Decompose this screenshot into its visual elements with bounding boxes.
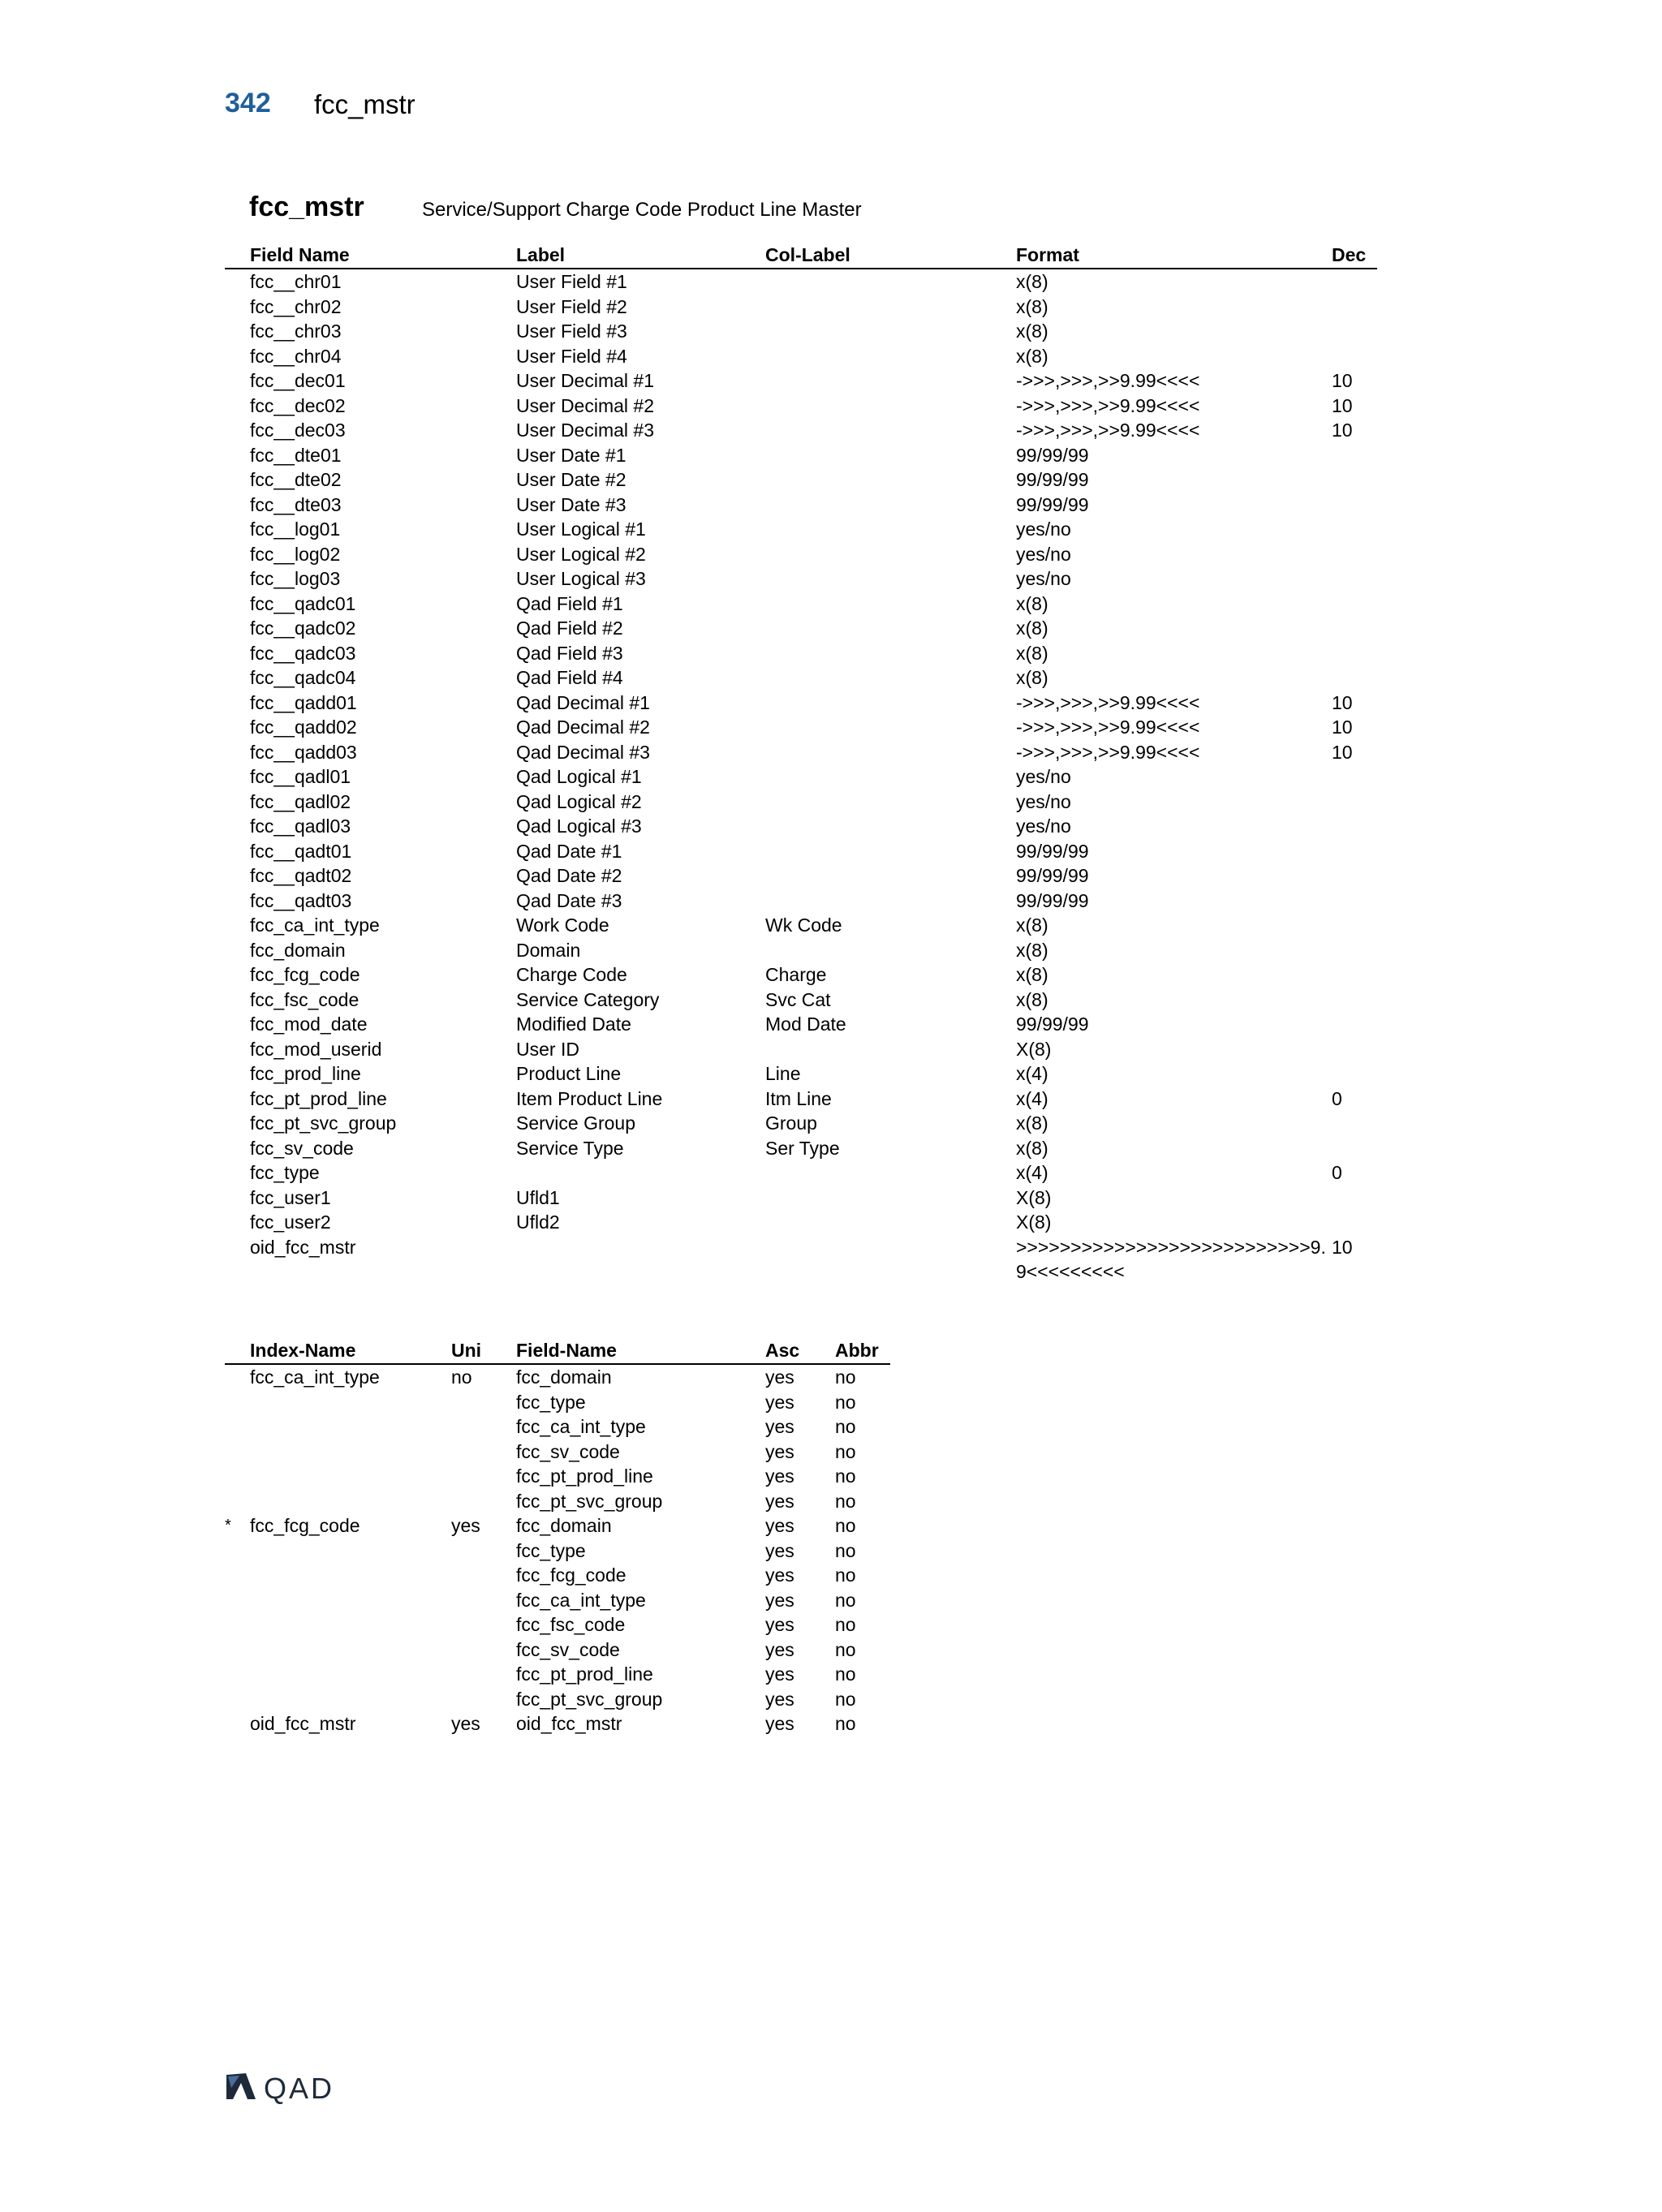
field-name-cell: fcc_sv_code [250,1137,354,1159]
field-name-cell: fcc__dec03 [250,420,346,441]
format-cell: yes/no [1016,568,1071,589]
field-name-cell: fcc__qadc03 [250,642,356,664]
label-cell: User Field #4 [516,345,627,367]
label-cell: Service Category [516,988,660,1010]
col-label-cell: Wk Code [765,914,842,936]
asc-cell: yes [765,1713,794,1734]
format-cell: x(8) [1016,964,1048,985]
field-name-cell: fcc__qadl02 [250,790,351,812]
abbr-cell: no [835,1416,856,1437]
format-cell: ->>>,>>>,>>9.99<<<< [1016,420,1200,441]
abbr-cell: no [835,1663,856,1685]
format-cell: 99/99/99 [1016,865,1089,886]
field-name-cell: fcc__qadd02 [250,717,357,738]
abbr-cell: no [835,1465,856,1487]
header-dec: Dec [1332,244,1367,265]
field-name-cell: fcc__qadc01 [250,592,356,614]
dec-cell: 10 [1332,717,1353,738]
label-cell: Qad Decimal #3 [516,741,650,763]
field-name-cell: fcc__qadt02 [250,865,352,886]
label-cell: Qad Logical #1 [516,766,642,787]
field-row [225,988,1377,1013]
index-row [225,1513,890,1539]
abbr-cell: no [835,1391,856,1413]
field-row [225,1037,1377,1062]
field-name-cell: fcc_user1 [250,1186,331,1208]
index-name-cell: fcc_ca_int_type [250,1366,380,1388]
header-abbr: Abbr [835,1340,879,1361]
field-name-cell: fcc__qadc04 [250,667,356,688]
label-cell: Qad Decimal #1 [516,691,650,713]
format-cell: x(8) [1016,939,1048,961]
field-row [225,814,1377,839]
dec-cell: 10 [1332,691,1353,713]
label-cell: User ID [516,1038,579,1060]
index-row [225,1539,890,1564]
page-header-title: fcc_mstr [314,89,416,119]
logo-text: QAD [264,2072,335,2105]
field-row [225,319,1377,344]
format-cell: x(8) [1016,914,1048,936]
field-name-cell: fcc__qadt03 [250,889,352,911]
field-row [225,566,1377,592]
asc-cell: yes [765,1490,794,1512]
field-name-cell: fcc_domain [250,939,346,961]
index-row [225,1612,890,1637]
primary-index-marker: * [225,1517,231,1534]
field-row [225,269,1377,295]
asc-cell: yes [765,1539,794,1561]
uni-cell: no [451,1366,472,1388]
index-field-cell: fcc_domain [516,1515,612,1536]
asc-cell: yes [765,1366,794,1388]
field-row [225,467,1377,493]
field-name-cell: fcc__dec01 [250,370,346,391]
asc-cell: yes [765,1688,794,1710]
index-table-body [225,1365,890,1736]
field-table [225,241,1377,1284]
format-cell: yes/no [1016,816,1071,837]
field-row [225,1061,1377,1087]
header-format: Format [1016,244,1079,265]
label-cell: Charge Code [516,964,627,985]
format-cell: 99/99/99 [1016,493,1089,515]
format-cell: 99/99/99 [1016,840,1089,862]
dec-cell: 10 [1332,420,1353,441]
label-cell: Qad Field #1 [516,592,623,614]
index-row [225,1440,890,1465]
label-cell: Ufld2 [516,1211,560,1233]
asc-cell: yes [765,1416,794,1437]
index-field-cell: fcc_fcg_code [516,1564,626,1586]
abbr-cell: no [835,1614,856,1635]
asc-cell: yes [765,1614,794,1635]
index-field-cell: fcc_pt_svc_group [516,1688,663,1710]
field-table-body [225,269,1377,1284]
format-cell: 99/99/99 [1016,1013,1089,1035]
format-cell: x(4) [1016,1162,1048,1183]
abbr-cell: no [835,1490,856,1512]
label-cell: Qad Date #1 [516,840,622,862]
format-cell: x(8) [1016,618,1048,639]
col-label-cell: Mod Date [765,1013,846,1035]
field-name-cell: fcc__log03 [250,568,341,589]
format-cell: yes/no [1016,790,1071,812]
index-row [225,1489,890,1514]
index-field-cell: fcc_type [516,1391,586,1413]
field-name-cell: fcc_fcg_code [250,964,360,985]
field-row [225,344,1377,369]
format-cell: x(8) [1016,271,1048,292]
label-cell: User Decimal #3 [516,420,654,441]
field-name-cell: fcc_prod_line [250,1063,361,1084]
abbr-cell: no [835,1564,856,1586]
dec-cell: 0 [1332,1162,1342,1183]
field-row [225,839,1377,864]
label-cell: User Decimal #1 [516,370,654,391]
label-cell: User Field #1 [516,271,627,292]
field-row [225,1186,1377,1211]
field-row [225,889,1377,914]
field-row [225,938,1377,963]
field-row [225,394,1377,419]
format-cell: ->>>,>>>,>>9.99<<<< [1016,691,1200,713]
index-field-cell: fcc_domain [516,1366,612,1388]
asc-cell: yes [765,1564,794,1586]
index-row [225,1464,890,1489]
format-cell: ->>>,>>>,>>9.99<<<< [1016,394,1200,416]
format-cell: ->>>,>>>,>>9.99<<<< [1016,741,1200,763]
format-cell: yes/no [1016,766,1071,787]
field-row [225,715,1377,740]
field-name-cell: fcc__dec02 [250,394,346,416]
asc-cell: yes [765,1638,794,1660]
index-row [225,1563,890,1588]
index-field-cell: fcc_ca_int_type [516,1589,646,1611]
index-row [225,1711,890,1736]
col-label-cell: Charge [765,964,827,985]
field-row [225,1210,1377,1235]
field-row [225,616,1377,641]
qad-logo-icon [225,2072,257,2101]
field-name-cell: oid_fcc_mstr [250,1236,356,1258]
label-cell: User Decimal #2 [516,394,654,416]
field-name-cell: fcc_pt_svc_group [250,1112,397,1134]
table-name: fcc_mstr [249,192,364,222]
format-cell: yes/no [1016,543,1071,565]
field-row [225,295,1377,320]
asc-cell: yes [765,1589,794,1611]
index-row [225,1414,890,1440]
field-row [225,962,1377,988]
abbr-cell: no [835,1515,856,1536]
label-cell: Qad Logical #2 [516,790,642,812]
col-label-cell: Line [765,1063,801,1084]
asc-cell: yes [765,1465,794,1487]
col-label-cell: Itm Line [765,1087,832,1109]
dec-cell: 10 [1332,394,1353,416]
field-row [225,863,1377,889]
label-cell: User Field #2 [516,295,627,317]
format-cell: x(8) [1016,345,1048,367]
label-cell: Service Type [516,1137,624,1159]
label-cell: Modified Date [516,1013,631,1035]
field-row [225,913,1377,938]
field-name-cell: fcc_fsc_code [250,988,360,1010]
field-name-cell: fcc_pt_prod_line [250,1087,387,1109]
field-row [225,1087,1377,1112]
header-asc: Asc [765,1340,800,1361]
field-row [225,368,1377,394]
field-row [225,418,1377,443]
field-name-cell: fcc__chr03 [250,321,342,342]
page-number: 342 [225,88,271,118]
label-cell: Domain [516,939,581,961]
field-row [225,1235,1377,1284]
field-row [225,1160,1377,1186]
format-cell: x(8) [1016,321,1048,342]
field-row [225,641,1377,666]
index-table [225,1336,890,1736]
header-uni: Uni [451,1340,482,1361]
field-name-cell: fcc_user2 [250,1211,331,1233]
index-name-cell: oid_fcc_mstr [250,1713,356,1734]
uni-cell: yes [451,1713,480,1734]
index-row [225,1390,890,1415]
label-cell: Qad Logical #3 [516,816,642,837]
format-cell: x(8) [1016,295,1048,317]
field-row [225,790,1377,815]
index-field-cell: fcc_pt_prod_line [516,1465,653,1487]
format-cell: x(8) [1016,1112,1048,1134]
label-cell: Product Line [516,1063,622,1084]
label-cell: Ufld1 [516,1186,560,1208]
index-row [225,1662,890,1687]
index-field-cell: fcc_pt_svc_group [516,1490,663,1512]
format-cell: x(8) [1016,1137,1048,1159]
asc-cell: yes [765,1440,794,1462]
format-cell: >>>>>>>>>>>>>>>>>>>>>>>>>>>9.9<<<<<<<<< [1016,1236,1326,1282]
field-name-cell: fcc_ca_int_type [250,914,380,936]
label-cell: User Logical #1 [516,519,646,540]
col-label-cell: Group [765,1112,817,1134]
field-name-cell: fcc__qadd01 [250,691,357,713]
label-cell: User Logical #2 [516,543,646,565]
header-field-name: Field Name [250,244,350,265]
label-cell: Qad Field #4 [516,667,623,688]
index-field-cell: fcc_sv_code [516,1638,620,1660]
field-name-cell: fcc__dte03 [250,493,342,515]
format-cell: yes/no [1016,519,1071,540]
label-cell: Qad Field #3 [516,642,623,664]
label-cell: Qad Field #2 [516,618,623,639]
abbr-cell: no [835,1366,856,1388]
label-cell: Qad Date #3 [516,889,622,911]
index-field-cell: fcc_pt_prod_line [516,1663,653,1685]
index-field-cell: fcc_type [516,1539,586,1561]
format-cell: x(4) [1016,1087,1048,1109]
format-cell: x(8) [1016,642,1048,664]
abbr-cell: no [835,1440,856,1462]
index-table-header [225,1336,890,1365]
index-field-cell: fcc_fsc_code [516,1614,626,1635]
field-row [225,592,1377,617]
format-cell: x(8) [1016,592,1048,614]
field-table-header [225,241,1377,269]
header-field-name: Field-Name [516,1340,617,1361]
index-row [225,1637,890,1663]
field-row [225,1136,1377,1161]
index-field-cell: oid_fcc_mstr [516,1713,622,1734]
field-row [225,443,1377,468]
index-row [225,1687,890,1712]
field-name-cell: fcc__dte01 [250,444,342,466]
field-row [225,1012,1377,1037]
dec-cell: 10 [1332,370,1353,391]
dec-cell: 10 [1332,1236,1353,1258]
label-cell: Item Product Line [516,1087,663,1109]
asc-cell: yes [765,1391,794,1413]
header-col-label: Col-Label [765,244,850,265]
field-name-cell: fcc_type [250,1162,320,1183]
label-cell: User Date #2 [516,469,626,490]
field-row [225,665,1377,691]
field-name-cell: fcc__chr04 [250,345,342,367]
field-name-cell: fcc__chr02 [250,295,342,317]
format-cell: 99/99/99 [1016,444,1089,466]
format-cell: 99/99/99 [1016,889,1089,911]
field-name-cell: fcc__chr01 [250,271,342,292]
label-cell: Qad Decimal #2 [516,717,650,738]
field-row [225,493,1377,518]
field-name-cell: fcc__qadc02 [250,618,356,639]
abbr-cell: no [835,1539,856,1561]
label-cell: User Logical #3 [516,568,646,589]
label-cell: Service Group [516,1112,636,1134]
field-row [225,740,1377,765]
format-cell: x(4) [1016,1063,1048,1084]
format-cell: x(8) [1016,667,1048,688]
uni-cell: yes [451,1515,480,1536]
field-row [225,764,1377,790]
table-description: Service/Support Charge Code Product Line Master [422,199,862,221]
index-row [225,1588,890,1613]
field-name-cell: fcc_mod_userid [250,1038,382,1060]
index-field-cell: fcc_ca_int_type [516,1416,646,1437]
dec-cell: 10 [1332,741,1353,763]
abbr-cell: no [835,1713,856,1734]
abbr-cell: no [835,1638,856,1660]
format-cell: x(8) [1016,988,1048,1010]
col-label-cell: Svc Cat [765,988,831,1010]
asc-cell: yes [765,1663,794,1685]
format-cell: X(8) [1016,1211,1052,1233]
field-row [225,1111,1377,1136]
field-row [225,691,1377,716]
field-name-cell: fcc_mod_date [250,1013,368,1035]
dec-cell: 0 [1332,1087,1342,1109]
field-row [225,517,1377,542]
field-row [225,542,1377,567]
format-cell: ->>>,>>>,>>9.99<<<< [1016,717,1200,738]
field-name-cell: fcc__qadl03 [250,816,351,837]
label-cell: Qad Date #2 [516,865,622,886]
index-row [225,1365,890,1390]
header-index-name: Index-Name [250,1340,356,1361]
col-label-cell: Ser Type [765,1137,840,1159]
field-name-cell: fcc__qadd03 [250,741,357,763]
field-name-cell: fcc__log01 [250,519,341,540]
header-label: Label [516,244,566,265]
field-name-cell: fcc__qadl01 [250,766,351,787]
label-cell: User Date #1 [516,444,626,466]
abbr-cell: no [835,1688,856,1710]
field-name-cell: fcc__qadt01 [250,840,352,862]
label-cell: User Field #3 [516,321,627,342]
label-cell: Work Code [516,914,609,936]
asc-cell: yes [765,1515,794,1536]
abbr-cell: no [835,1589,856,1611]
field-name-cell: fcc__log02 [250,543,341,565]
index-field-cell: fcc_sv_code [516,1440,620,1462]
format-cell: X(8) [1016,1038,1052,1060]
format-cell: X(8) [1016,1186,1052,1208]
format-cell: 99/99/99 [1016,469,1089,490]
label-cell: User Date #3 [516,493,626,515]
format-cell: ->>>,>>>,>>9.99<<<< [1016,370,1200,391]
index-name-cell: fcc_fcg_code [250,1515,360,1536]
field-name-cell: fcc__dte02 [250,469,342,490]
